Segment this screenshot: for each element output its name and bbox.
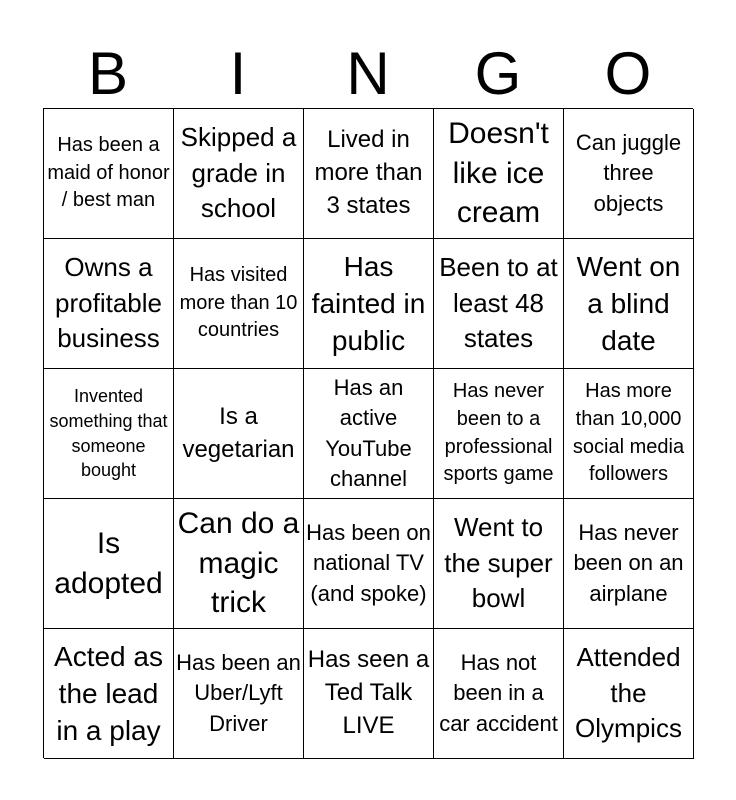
bingo-cell[interactable] xyxy=(44,369,174,499)
header-letter-n: N xyxy=(346,40,390,107)
bingo-cell[interactable] xyxy=(174,629,304,759)
bingo-cell[interactable] xyxy=(564,239,694,369)
header-letter-o: O xyxy=(604,40,652,107)
cell-text: Has visited more than 10 countries xyxy=(179,264,298,342)
header-letter-b: B xyxy=(87,40,129,107)
cell-text: Is a vegetarian xyxy=(182,402,295,463)
bingo-header xyxy=(43,40,693,108)
cell-text: Has been an Uber/Lyft Driver xyxy=(176,649,301,736)
cell-text: Invented something that someone bought xyxy=(49,386,168,481)
header-letter-i: I xyxy=(229,40,247,107)
cell-text: Doesn't like ice cream xyxy=(448,116,549,230)
bingo-cell[interactable] xyxy=(304,369,434,499)
cell-text: Has fainted in public xyxy=(311,250,426,357)
cell-text: Has an active YouTube channel xyxy=(325,374,412,491)
bingo-cell[interactable] xyxy=(44,629,174,759)
cell-text: Has been a maid of honor / best man xyxy=(47,134,170,212)
bingo-cell[interactable] xyxy=(434,499,564,629)
bingo-cell[interactable] xyxy=(44,109,174,239)
cell-text: Can do a magic trick xyxy=(177,506,300,620)
cell-text: Acted as the lead in a play xyxy=(54,640,163,747)
cell-text: Went to the super bowl xyxy=(444,512,553,614)
cell-text: Has not been in a car accident xyxy=(439,649,558,736)
bingo-cell[interactable] xyxy=(304,629,434,759)
bingo-cell[interactable] xyxy=(564,109,694,239)
bingo-cell[interactable] xyxy=(304,239,434,369)
cell-text: Attended the Olympics xyxy=(575,642,682,744)
bingo-cell[interactable] xyxy=(304,499,434,629)
cell-text: Went on a blind date xyxy=(576,250,681,357)
bingo-cell[interactable] xyxy=(174,499,304,629)
cell-text: Has more than 10,000 social media followers xyxy=(572,380,685,486)
bingo-cell[interactable] xyxy=(434,239,564,369)
cell-text: Is adopted xyxy=(54,526,163,600)
bingo-cell[interactable] xyxy=(174,109,304,239)
bingo-cell[interactable] xyxy=(174,239,304,369)
bingo-board xyxy=(43,108,693,758)
cell-text: Skipped a grade in school xyxy=(180,122,297,224)
cell-text: Has seen a Ted Talk LIVE xyxy=(307,646,430,739)
cell-text: Been to at least 48 states xyxy=(439,252,558,354)
cell-text: Lived in more than 3 states xyxy=(314,126,423,219)
cell-text: Has never been on an airplane xyxy=(573,519,684,606)
bingo-cell[interactable] xyxy=(564,629,694,759)
cell-text: Has been on national TV (and spoke) xyxy=(306,519,431,606)
cell-text: Owns a profitable business xyxy=(55,252,162,354)
bingo-cell[interactable] xyxy=(304,109,434,239)
bingo-cell[interactable] xyxy=(564,499,694,629)
bingo-cell[interactable] xyxy=(44,499,174,629)
cell-text: Has never been to a professional sports game xyxy=(443,380,554,486)
bingo-cell[interactable] xyxy=(564,369,694,499)
bingo-cell[interactable] xyxy=(434,369,564,499)
header-letter-g: G xyxy=(474,40,522,107)
cell-text: Can juggle three objects xyxy=(575,129,682,216)
bingo-cell[interactable] xyxy=(434,109,564,239)
bingo-cell[interactable] xyxy=(174,369,304,499)
bingo-cell[interactable] xyxy=(44,239,174,369)
bingo-cell[interactable] xyxy=(434,629,564,759)
